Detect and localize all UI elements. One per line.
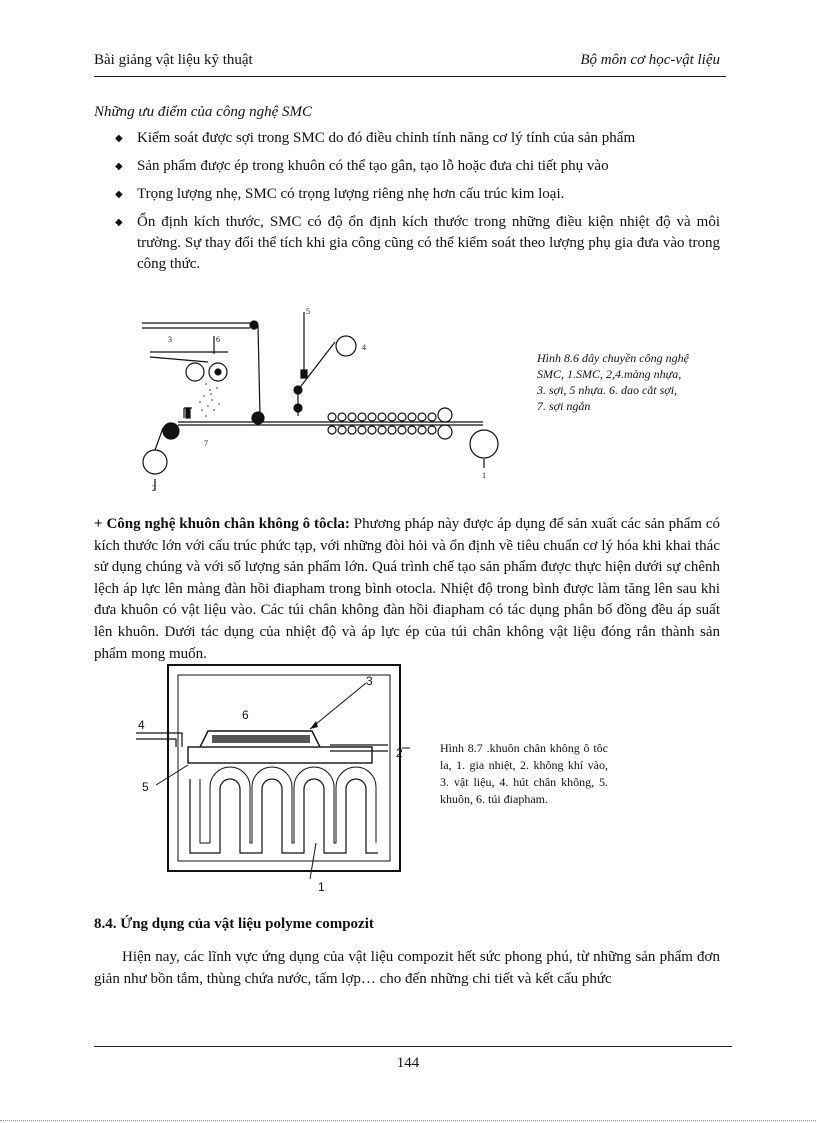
list-item: ◆ Sản phẩm được ép trong khuôn có thể tạo gân, tạo lỗ hoặc đưa chi tiết phụ vào <box>115 156 720 177</box>
header-right: Bộ môn cơ học-vật liệu <box>580 52 720 68</box>
fig2-label-5: 5 <box>142 780 149 794</box>
fig1-label-6: 6 <box>216 335 220 344</box>
fig1-label-5: 5 <box>306 307 310 316</box>
section-title: 8.4. Ứng dụng của vật liệu polyme compozit <box>94 916 374 932</box>
diamond-bullet-icon: ◆ <box>115 217 123 228</box>
section-paragraph: Hiện nay, các lĩnh vực ứng dụng của vật liệu compozit hết sức phong phú, từ những sản phẩm đơn giản như bồn tắm, thùng chứa nước, tấm lợp… cho đến những chi tiết và kết cấu phức <box>94 949 720 987</box>
fig1-label-1: 1 <box>482 471 486 480</box>
fig2-label-4: 4 <box>138 718 145 732</box>
autoclave-paragraph <box>94 514 720 665</box>
page-bottom-divider <box>0 1120 816 1121</box>
fig1-label-3: 3 <box>168 335 172 344</box>
diamond-bullet-icon: ◆ <box>115 133 123 144</box>
list-item: ◆ Trọng lượng nhẹ, SMC có trọng lượng riêng nhẹ hơn cấu trúc kim loại. <box>115 184 720 205</box>
figure2-caption: Hình 8.7 .khuôn chân không ô tôc la, 1. gia nhiệt, 2. không khí vào, 3. vật liệu, 4. hút chân không, 5. khuôn, 6. túi điapham. <box>440 741 608 806</box>
autoclave-text: Phương pháp này được áp dụng để sản xuất các sản phẩm có kích thước lớn với cấu trúc phức tạp, với những đòi hỏi và ổn định về tiêu chuẩn cơ lý hóa khi khai thác sử dụng chúng và với số lượng sản phẩm lớn. Quá trình chế tạo sản phẩm được thực hiện dưới sự chênh lệch áp lực lên màng đàn hồi điapham trong bình otocla. Nhiệt độ trong bình được làm tăng lên sau khi đưa khuôn có vật liệu vào. Các túi chân không đàn hồi điapham có tác dụng phân bố đồng đều áp suất lên khuôn. Dưới tác dụng của nhiệt độ và áp lực ép của túi chân không vật liệu đóng rắn thành sản phẩm mong muốn. <box>94 516 720 662</box>
autoclave-diagram <box>134 663 430 895</box>
diamond-bullet-icon: ◆ <box>115 189 123 200</box>
diamond-bullet-icon: ◆ <box>115 161 123 172</box>
fig2-label-6: 6 <box>242 708 249 722</box>
header-rule <box>94 76 726 77</box>
smc-advantages-list <box>115 128 720 282</box>
fig1-label-7: 7 <box>204 439 208 448</box>
header-left: Bài giảng vật liệu kỹ thuật <box>94 52 253 68</box>
fig2-label-1: 1 <box>318 880 325 894</box>
page-number: 144 <box>396 1055 420 1071</box>
list-item: ◆ Kiểm soát được sợi trong SMC do đó điều chỉnh tính năng cơ lý tính của sản phẩm <box>115 128 720 149</box>
fig2-label-3: 3 <box>366 674 373 688</box>
fig2-label-2: 2 <box>396 746 403 760</box>
smc-line-diagram <box>138 304 500 494</box>
fig1-label-2: 2 <box>152 484 156 493</box>
list-item: ◆ Ổn định kích thước, SMC có độ ổn định kích thước trong những điều kiện nhiệt độ và môi trường. Sự thay đổi thể tích khi gia công cũng có thể kiểm soát theo lượng phụ gia đưa vào trong công thức. <box>115 214 720 272</box>
fig1-label-4: 4 <box>362 343 366 352</box>
figure1-caption: Hình 8.6 dây chuyền công nghệ SMC, 1.SMC, 2,4.màng nhựa, 3. sợi, 5 nhựa. 6. dao cắt sợi, 7. sợi ngắn <box>537 351 689 413</box>
autoclave-lead: + Công nghệ khuôn chân không ô tôcla: <box>94 516 350 532</box>
smc-advantages-heading: Những ưu điểm của công nghệ SMC <box>94 104 312 120</box>
footer-rule <box>94 1046 732 1047</box>
